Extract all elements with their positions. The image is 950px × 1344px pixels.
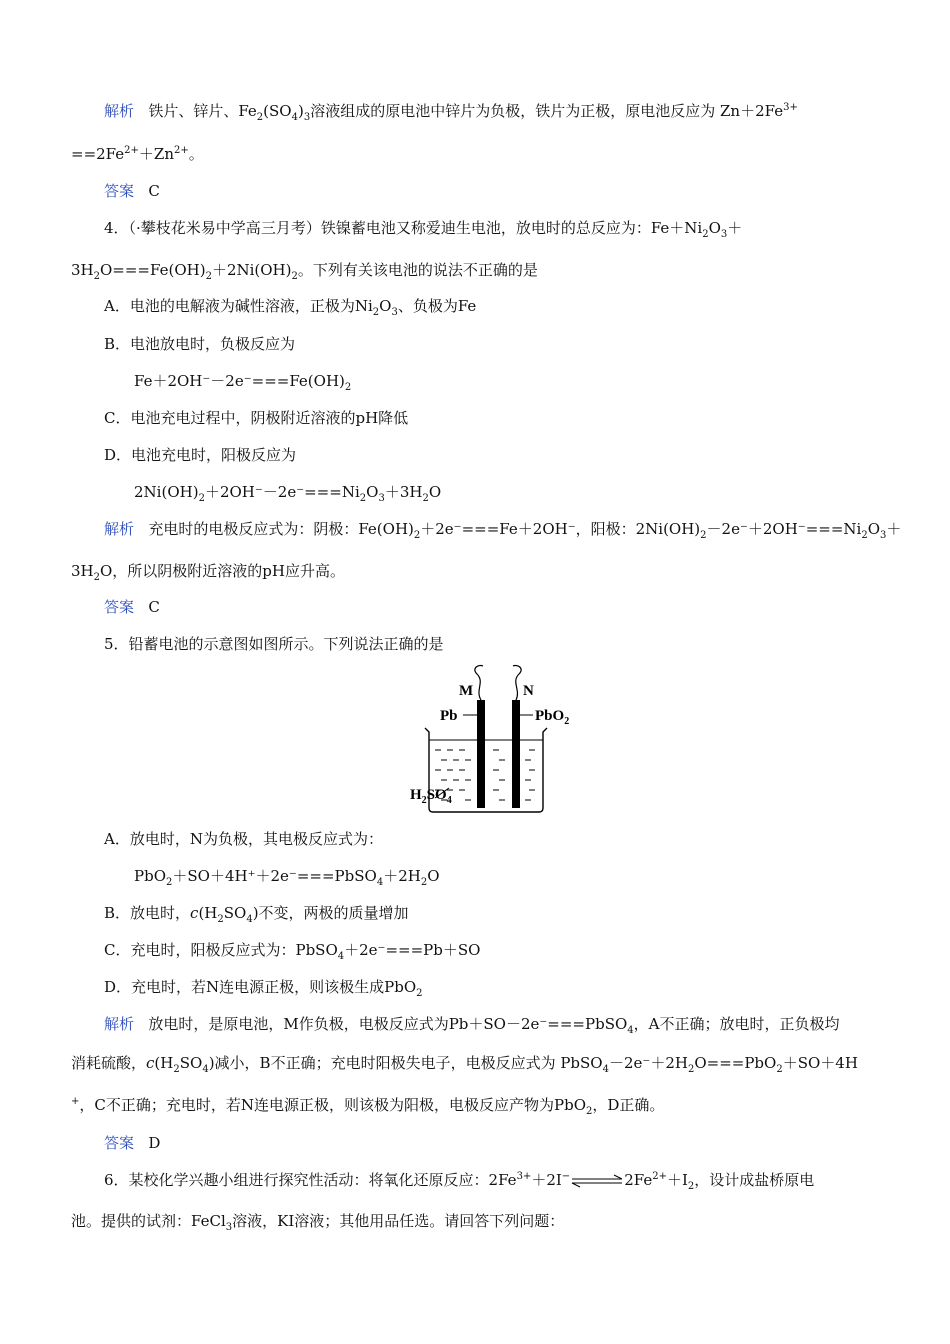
- text: c: [190, 904, 199, 922]
- q4-answer: [104, 596, 160, 618]
- answer-value: C: [148, 182, 160, 200]
- q4-analysis-line2: $3H_2O$，所以阴极附近溶液的pH应升高。: [71, 562, 345, 583]
- text: (SO: [263, 102, 292, 120]
- text: ＋SO＋4H⁺＋2e⁻===PbSO: [172, 867, 377, 885]
- answer-label: 答案: [104, 598, 135, 616]
- label-pb: Pb: [440, 708, 458, 724]
- answer-value: D: [148, 1134, 161, 1152]
- text: 3H: [71, 261, 94, 279]
- text: C．电池充电过程中，阴极附近溶液的pH降低: [104, 409, 409, 427]
- text: ＋: [727, 219, 743, 237]
- answer-label: 答案: [104, 1134, 135, 1152]
- wire-n: [513, 665, 521, 700]
- text: －2e⁻＋2H: [608, 1054, 688, 1072]
- text: 池。提供的试剂：FeCl: [71, 1212, 226, 1230]
- text: (H: [198, 904, 218, 922]
- wire-m: [475, 665, 483, 700]
- q5-stem: [104, 633, 444, 655]
- label-pbo2: PbO$_2$: [535, 708, 570, 727]
- text: ＋2e⁻===Pb＋SO: [344, 941, 481, 959]
- text: 溶液组成的原电池中锌片为负极，铁片为正极，原电池反应为 Zn＋2Fe: [310, 102, 784, 120]
- q5-answer: [104, 1132, 160, 1154]
- text: O: [867, 520, 881, 538]
- text: 6．某校化学兴趣小组进行探究性活动：将氧化还原反应：2Fe: [104, 1171, 517, 1189]
- text: ): [297, 102, 304, 120]
- text: B．放电时，: [104, 904, 191, 922]
- text: ＋: [886, 520, 902, 538]
- q5-option-b: B．放电时，$c(H_2SO_4)$不变，两极的质量增加: [104, 904, 409, 925]
- q6-stem-line2: 池。提供的试剂：FeCl$_3$溶液，KI溶液；其他用品任选。请回答下列问题：: [71, 1212, 565, 1233]
- text: ＋2OH⁻－2e⁻===Ni: [204, 483, 360, 501]
- text: c: [146, 1054, 155, 1072]
- text: D．充电时，若N连电源正极，则该极生成PbO: [104, 978, 417, 996]
- text: A．电池的电解液为碱性溶液，正极为Ni: [104, 297, 373, 315]
- text: 2Fe: [624, 1171, 653, 1189]
- q4-option-a: A．电池的电解液为碱性溶液，正极为$Ni_2O_3$、负极为Fe: [104, 297, 477, 318]
- text: SO: [223, 904, 247, 922]
- text: (H: [154, 1054, 174, 1072]
- text: O===PbO: [694, 1054, 777, 1072]
- text: ，A不正确；放电时，正负极均: [633, 1015, 840, 1033]
- text: O，所以阴极附近溶液的pH应升高。: [100, 562, 345, 580]
- q5-option-c: C．充电时，阳极反应式为：PbSO$_4$＋2e⁻===Pb＋SO: [104, 941, 481, 962]
- text: ，设计成盐桥原电: [694, 1171, 815, 1189]
- text: PbO: [134, 867, 166, 885]
- text: )不变，两极的质量增加: [252, 904, 409, 922]
- text: ＋3H: [384, 483, 423, 501]
- text: O===Fe(OH): [100, 261, 206, 279]
- text: O: [708, 219, 721, 237]
- text: 消耗硫酸，: [71, 1054, 147, 1072]
- text: 5．铅蓄电池的示意图如图所示。下列说法正确的是: [104, 635, 444, 653]
- q5-analysis-line2: 消耗硫酸，$c(H_2SO_4)$减小，B不正确；充电时阳极失电子，电极反应式为 $PbSO_4-2e^-+2H_2O===PbO_2+SO+4H$: [71, 1054, 858, 1075]
- text: ，C不正确；充电时，若N连电源正极，则该极为阳极，电极反应产物为PbO: [79, 1096, 586, 1114]
- text: 3H: [71, 562, 94, 580]
- q4-option-b-equation: $Fe+2OH^--2e^-===Fe(OH)_2$: [134, 372, 352, 393]
- text: 。下列有关该电池的说法不正确的是: [297, 261, 538, 279]
- text: A．放电时，N为负极，其电极反应式为：: [104, 830, 383, 848]
- text: －2e⁻＋2OH⁻===Ni: [706, 520, 862, 538]
- q4-option-d: [104, 444, 296, 466]
- electrode-pb: [477, 700, 485, 808]
- text: 铁片、锌片、Fe: [148, 102, 257, 120]
- label-h2so4: $H_2SO_4$: [410, 787, 452, 806]
- text: ＋Zn: [138, 145, 174, 163]
- text: ＋2Ni(OH): [211, 261, 292, 279]
- text: 溶液，KI溶液；其他用品任选。请回答下列问题：: [232, 1212, 565, 1230]
- q4-stem-line2: $3H_2O===Fe(OH)_2+2Ni(OH)_2$。下列有关该电池的说法不正确的是: [71, 261, 538, 282]
- text: ，D正确。: [592, 1096, 665, 1114]
- battery-diagram: [405, 662, 585, 822]
- text: O: [427, 867, 440, 885]
- reversible-arrow-icon: [570, 1174, 624, 1188]
- text: B．电池放电时，负极反应为: [104, 335, 296, 353]
- q5-option-d: D．充电时，若N连电源正极，则该极生成PbO$_2$: [104, 978, 423, 999]
- text: 、负极为Fe: [397, 297, 477, 315]
- answer-value: C: [148, 598, 160, 616]
- text: 充电时的电极反应式为：阴极：Fe(OH): [148, 520, 414, 538]
- analysis-label: 解析: [104, 1015, 135, 1033]
- text: 4．（·攀枝花米易中学高三月考）铁镍蓄电池又称爱迪生电池，放电时的总反应为：Fe＋Ni: [104, 219, 703, 237]
- q4-option-c: [104, 407, 408, 429]
- text: 。: [188, 145, 204, 163]
- q5-option-a-equation: $PbO_2+SO+4H^++2e^-===PbSO_4+2H_2O$: [134, 867, 440, 888]
- text: 放电时，是原电池，M作负极，电极反应式为Pb＋SO－2e⁻===PbSO: [148, 1015, 628, 1033]
- analysis-label: 解析: [104, 102, 135, 120]
- text: ＋SO＋4H: [782, 1054, 858, 1072]
- q3-analysis-line2: $==2Fe^{2+}+Zn^{2+}$。: [71, 145, 204, 163]
- text: ＋2I: [531, 1171, 562, 1189]
- text: ＋2e⁻===Fe＋2OH⁻，阳极：2Ni(OH): [420, 520, 701, 538]
- analysis-label: 解析: [104, 520, 135, 538]
- q5-option-a: [104, 828, 383, 850]
- text: ＋2H: [383, 867, 421, 885]
- q3-answer: [104, 180, 160, 202]
- text: Fe＋2OH⁻－2e⁻===Fe(OH): [134, 372, 345, 390]
- electrode-pbo2: [512, 700, 520, 808]
- text: O: [366, 483, 379, 501]
- text: ＋I: [666, 1171, 688, 1189]
- q5-analysis-line3: +，C不正确；充电时，若N连电源正极，则该极为阳极，电极反应产物为PbO$_2$，D正确。: [71, 1096, 665, 1117]
- text: C．充电时，阳极反应式为：PbSO: [104, 941, 338, 959]
- answer-label: 答案: [104, 182, 135, 200]
- text: )减小，B不正确；充电时阳极失电子，电极反应式为 PbSO: [208, 1054, 603, 1072]
- label-n: N: [523, 683, 534, 699]
- q6-stem-line1: 6．某校化学兴趣小组进行探究性活动：将氧化还原反应：$2Fe^{3+}+2I^-$ $2Fe^{2+}+I_2$，设计成盐桥原电: [104, 1171, 815, 1192]
- q4-option-b: [104, 333, 295, 355]
- text: SO: [179, 1054, 203, 1072]
- q5-analysis-line1: 解析 放电时，是原电池，M作负极，电极反应式为Pb＋SO－2e⁻===PbSO$_4$，A不正确；放电时，正负极均: [104, 1015, 840, 1036]
- q4-option-d-equation: $2Ni(OH)_2+2OH^--2e^-===Ni_2O_3+3H_2O$: [134, 483, 442, 504]
- text: D．电池充电时，阳极反应为: [104, 446, 297, 464]
- q3-analysis-line1: 解析 铁片、锌片、$Fe_2(SO_4)_3$溶液组成的原电池中锌片为负极，铁片为正极，原电池反应为 $Zn+2Fe^{3+}$: [104, 102, 798, 123]
- text: ==2Fe: [71, 145, 125, 163]
- q4-analysis-line1: 解析 充电时的电极反应式为：阴极：$Fe(OH)_2+2e^-===Fe+2OH^-$，阳极：$2Ni(OH)_2-2e^-+2OH^-===Ni_2O_3+$: [104, 520, 902, 541]
- label-m: M: [459, 683, 474, 699]
- lead-acid-battery-figure: [405, 662, 585, 822]
- text: O: [428, 483, 442, 501]
- text: 2Ni(OH): [134, 483, 199, 501]
- q4-stem-line1: 4．（·攀枝花米易中学高三月考）铁镍蓄电池又称爱迪生电池，放电时的总反应为：$Fe+Ni_2O_3+$: [104, 219, 743, 240]
- text: O: [379, 297, 392, 315]
